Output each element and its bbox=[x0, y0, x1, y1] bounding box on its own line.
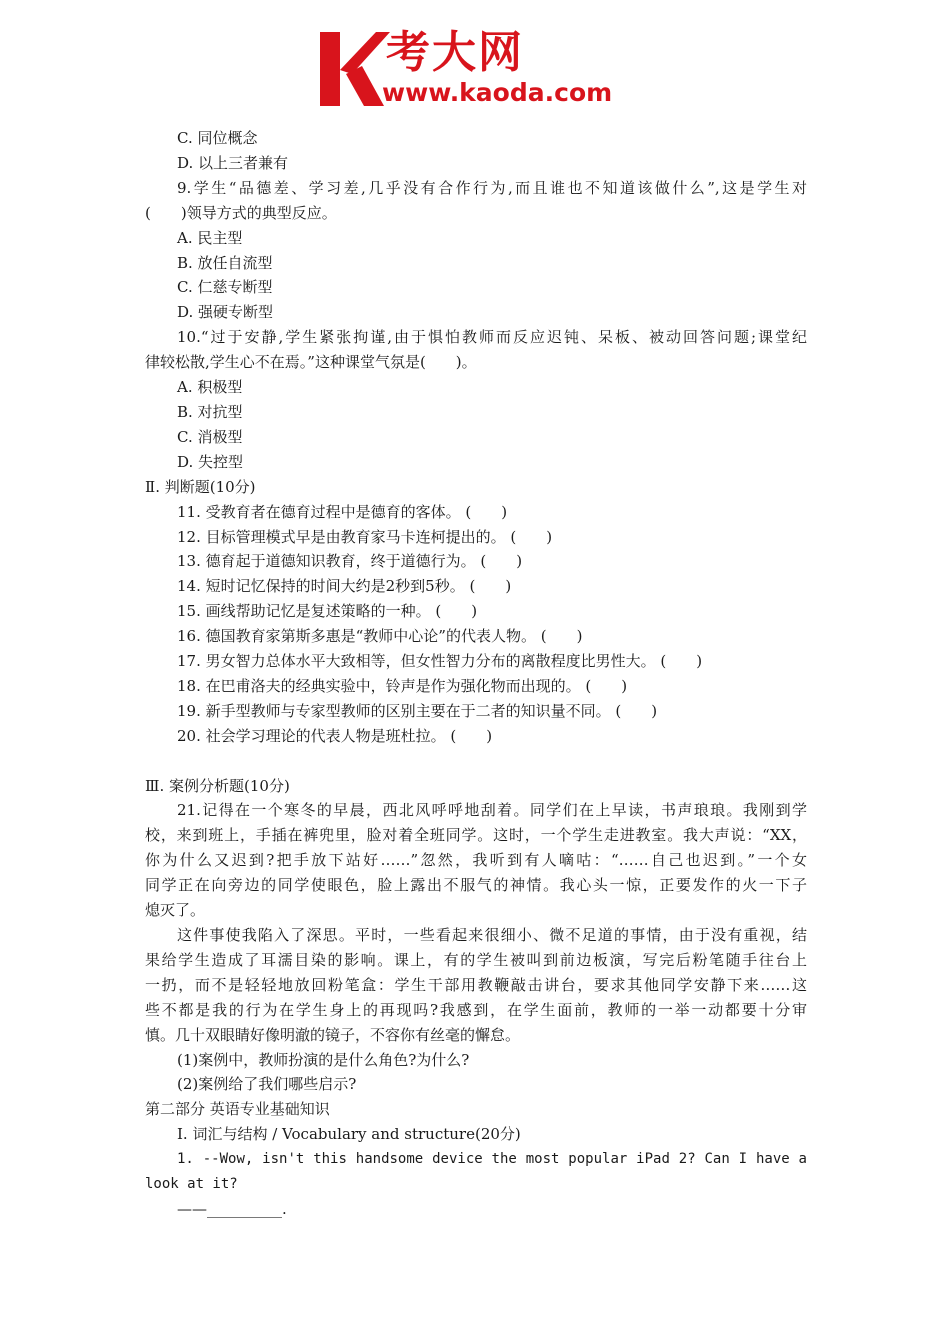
text-line: Ⅲ. 案例分析题(10分) bbox=[145, 776, 290, 795]
text-line: 律较松散,学生心不在焉。”这种课堂气氛是( )。 bbox=[145, 353, 477, 372]
text-line: (2)案例给了我们哪些启示? bbox=[177, 1075, 357, 1094]
text-line: 20. 社会学习理论的代表人物是班杜拉。 ( ) bbox=[177, 726, 493, 745]
text-line: 16. 德国教育家第斯多惠是“教师中心论”的代表人物。 ( ) bbox=[177, 627, 583, 646]
text-line: 19. 新手型教师与专家型教师的区别主要在于二者的知识量不同。 ( ) bbox=[177, 701, 658, 720]
text-line: 1. --Wow, isn't this handsome device the most popular iPad 2? Can I have a bbox=[177, 1151, 807, 1168]
text-line: B. 放任自流型 bbox=[177, 253, 273, 272]
text-line: D. 强硬专断型 bbox=[177, 303, 274, 322]
text-line: 果给学生造成了耳濡目染的影响。课上，有的学生被叫到前边板演，写完后粉笔随手往台上 bbox=[145, 950, 807, 969]
text-line: 18. 在巴甫洛夫的经典实验中，铃声是作为强化物而出现的。 ( ) bbox=[177, 676, 628, 695]
text-line: (1)案例中，教师扮演的是什么角色?为什么? bbox=[177, 1050, 470, 1069]
text-line: 10.“过于安静,学生紧张拘谨,由于惧怕教师而反应迟钝、呆板、被动回答问题;课堂纪 bbox=[177, 328, 807, 347]
logo-name: 考大网 bbox=[386, 27, 524, 78]
text-line: A. 积极型 bbox=[177, 378, 243, 397]
text-line: D. 失控型 bbox=[177, 452, 244, 471]
text-line: C. 仁慈专断型 bbox=[177, 278, 273, 297]
text-line: B. 对抗型 bbox=[177, 402, 243, 421]
text-line: 11. 受教育者在德育过程中是德育的客体。 ( ) bbox=[177, 502, 508, 521]
text-line: 同学正在向旁边的同学使眼色，脸上露出不服气的神情。我心头一惊，正要发作的火一下子 bbox=[145, 876, 807, 895]
text-line: D. 以上三者兼有 bbox=[177, 153, 289, 172]
text-line: 13. 德育起于道德知识教育，终于道德行为。 ( ) bbox=[177, 552, 523, 571]
text-line: 21.记得在一个寒冬的早晨，西北风呼呼地刮着。同学们在上早读，书声琅琅。我刚到学 bbox=[177, 801, 807, 820]
text-line: 17. 男女智力总体水平大致相等，但女性智力分布的离散程度比男性大。 ( ) bbox=[177, 652, 703, 671]
text-line: C. 消极型 bbox=[177, 427, 243, 446]
text-line: 熄灭了。 bbox=[145, 901, 206, 920]
text-line: 些不都是我的行为在学生身上的再现吗?我感到，在学生面前，教师的一举一动都要十分审 bbox=[145, 1000, 807, 1019]
text-line: 12. 目标管理模式早是由教育家马卡连柯提出的。 ( ) bbox=[177, 527, 553, 546]
text-line: 你为什么又迟到?把手放下站好……”忽然，我听到有人嘀咕：“……自己也迟到。”一个女 bbox=[145, 851, 807, 870]
text-line: ( )领导方式的典型反应。 bbox=[145, 203, 337, 222]
text-line: 15. 画线帮助记忆是复述策略的一种。 ( ) bbox=[177, 602, 478, 621]
logo-url: www.kaoda.com bbox=[382, 78, 613, 107]
text-line: 第二部分 英语专业基础知识 bbox=[145, 1100, 330, 1119]
text-line: A. 民主型 bbox=[177, 228, 243, 247]
text-line: look at it? bbox=[145, 1176, 238, 1193]
kaoda-logo bbox=[318, 26, 648, 112]
text-line: 一扔，而不是轻轻地放回粉笔盒：学生干部用教鞭敲击讲台，要求其他同学安静下来……这 bbox=[145, 975, 807, 994]
text-line: 慎。几十双眼睛好像明澈的镜子，不容你有丝毫的懈怠。 bbox=[145, 1025, 521, 1044]
document-body bbox=[145, 126, 807, 1222]
blank-line bbox=[145, 749, 807, 774]
text-line: 9.学生“品德差、学习差,几乎没有合作行为,而且谁也不知道该做什么”,这是学生对 bbox=[177, 178, 807, 197]
text-line: 14. 短时记忆保持的时间大约是2秒到5秒。 ( ) bbox=[177, 577, 512, 596]
k-logo-icon bbox=[318, 30, 390, 106]
text-line: ——__________. bbox=[177, 1199, 287, 1218]
text-line: Ⅱ. 判断题(10分) bbox=[145, 477, 256, 496]
text-line: C. 同位概念 bbox=[177, 129, 258, 147]
text-line: 校，来到班上，手插在裤兜里，脸对着全班同学。这时，一个学生走进教室。我大声说：“XX， bbox=[145, 826, 807, 845]
text-line: I. 词汇与结构 / Vocabulary and structure(20分) bbox=[177, 1125, 521, 1144]
text-line: 这件事使我陷入了深思。平时，一些看起来很细小、微不足道的事情，由于没有重视，结 bbox=[177, 925, 807, 944]
